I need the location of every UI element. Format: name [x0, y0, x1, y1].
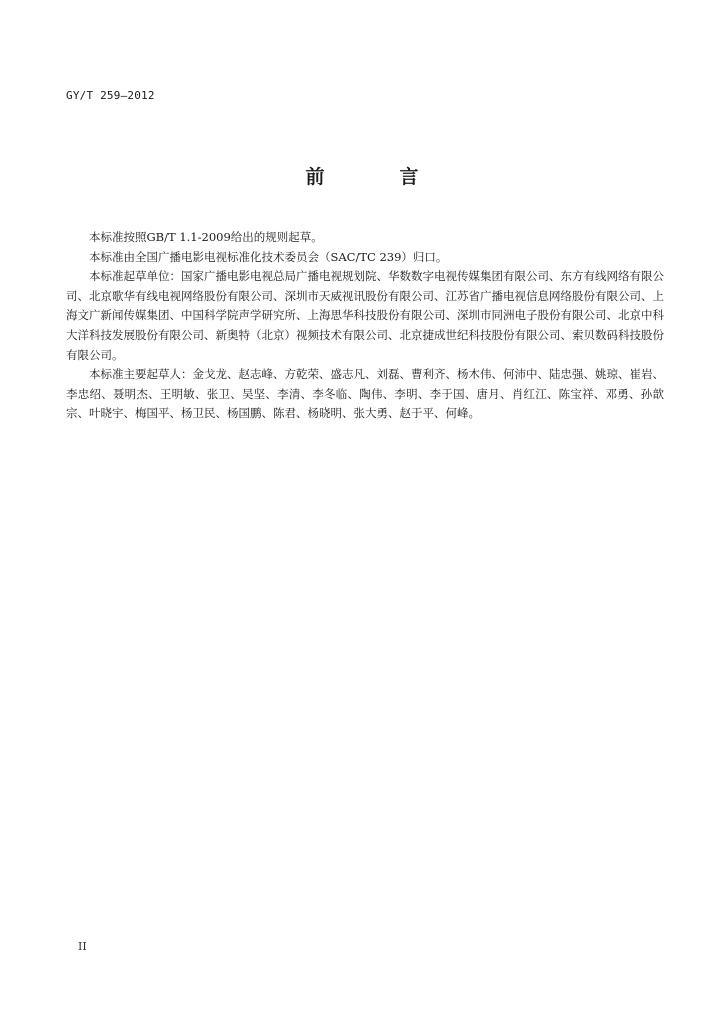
standard-code: GY/T 259—2012	[66, 89, 155, 102]
paragraph-drafting-rules: 本标准按照GB/T 1.1-2009给出的规则起草。	[89, 230, 323, 244]
paragraph-drafting-units: 本标准起草单位：国家广播电影电视总局广播电视规划院、华数数字电视传媒集团有限公司、东方有线网络有限公司、北京歌华有线电视网络股份有限公司、深圳市天威视讯股份有限公司、江苏省广播电视信息网络股份有限公司、上海文广新闻传媒集团、中国科学院声学研究所、上海思华科技股份有限公司、深圳市同洲电子股份有限公司、北京中科大洋科技发展股份有限公司、新奥特（北京）视频技术有限公司、北京捷成世纪科技股份有限公司、索贝数码科技股份有限公司。	[66, 269, 664, 362]
page-title: 前 言	[305, 166, 447, 188]
paragraph-committee: 本标准由全国广播电影电视标准化技术委员会（SAC/TC 239）归口。	[89, 249, 448, 264]
paragraph-drafters: 本标准主要起草人：金戈龙、赵志峰、方乾荣、盛志凡、刘磊、曹利齐、杨木伟、何沛中、陆忠强、姚琼、崔岩、李忠绍、聂明杰、王明敏、张卫、吴坚、李清、李冬临、陶伟、李明、李于国、唐月、肖红江、陈宝祥、邓勇、孙歆宗、叶晓宇、梅国平、杨卫民、杨国鹏、陈君、杨晓明、张大勇、赵于平、何峰。	[66, 367, 664, 421]
foreword-body	[66, 228, 664, 424]
page-number: II	[78, 940, 87, 953]
